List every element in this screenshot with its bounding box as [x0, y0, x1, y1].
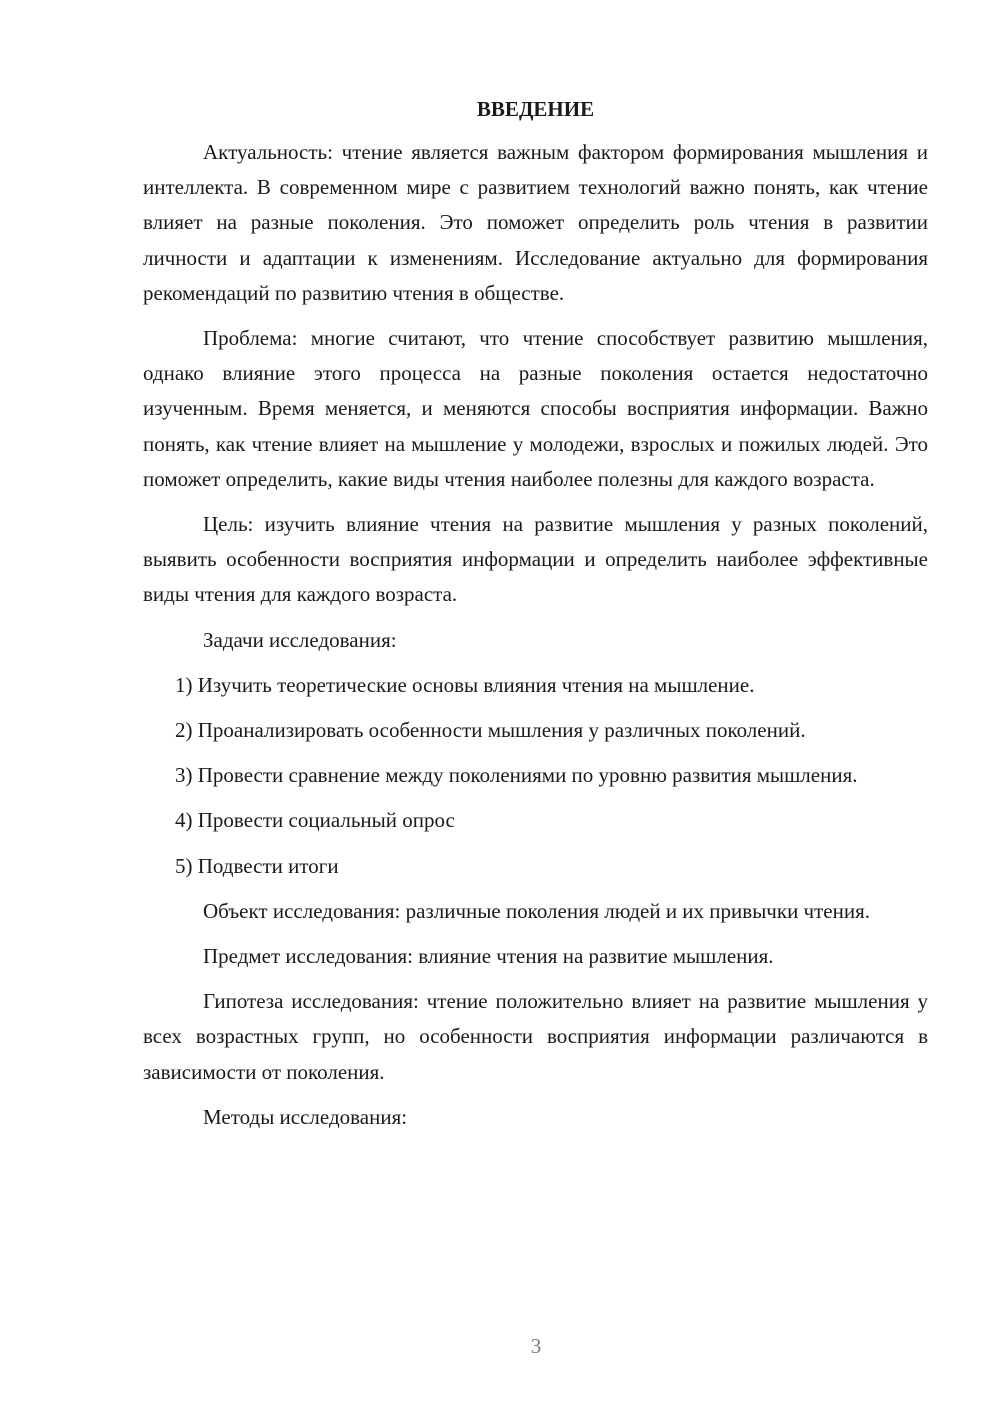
subject-paragraph: Предмет исследования: влияние чтения на развитие мышления. — [203, 944, 774, 969]
hypothesis-paragraph: Гипотеза исследования: чтение положительно влияет на развитие мышления у всех возрастных групп, но особенности восприятия информации различаются в зависимости от поколения. — [143, 989, 928, 1084]
problem-paragraph: Проблема: многие считают, что чтение способствует развитию мышления, однако влияние этого процесса на разные поколения остается недостаточно изученным. Время меняется, и меняются способы восприятия информации. Важно понять, как чтение влияет на мышление у молодежи, взрослых и пожилых людей. Это поможет определить, какие виды чтения наиболее полезны для каждого возраста. — [143, 326, 928, 491]
task-item-4: 4) Провести социальный опрос — [175, 808, 455, 833]
task-item-2: 2) Проанализировать особенности мышления у различных поколений. — [175, 718, 806, 743]
goal-paragraph: Цель: изучить влияние чтения на развитие мышления у разных поколений, выявить особенности восприятия информации и определить наиболее эффективные виды чтения для каждого возраста. — [143, 512, 928, 607]
task-item-3: 3) Провести сравнение между поколениями по уровню развития мышления. — [175, 763, 858, 788]
object-paragraph: Объект исследования: различные поколения людей и их привычки чтения. — [203, 898, 870, 923]
task-item-1: 1) Изучить теоретические основы влияния чтения на мышление. — [175, 672, 755, 697]
page-number: 3 — [530, 1334, 542, 1358]
task-item-5: 5) Подвести итоги — [175, 853, 339, 878]
section-title: ВВЕДЕНИЕ — [476, 97, 595, 121]
relevance-paragraph: Актуальность: чтение является важным фактором формирования мышления и интеллекта. В современном мире с развитием технологий важно понять, как чтение влияет на разные поколения. Это поможет определить роль чтения в развитии личности и адаптации к изменениям. Исследование актуально для формирования рекомендаций по развитию чтения в обществе. — [143, 140, 928, 305]
tasks-heading: Задачи исследования: — [203, 627, 397, 652]
document-page — [143, 92, 928, 1145]
methods-heading: Методы исследования: — [203, 1104, 408, 1129]
